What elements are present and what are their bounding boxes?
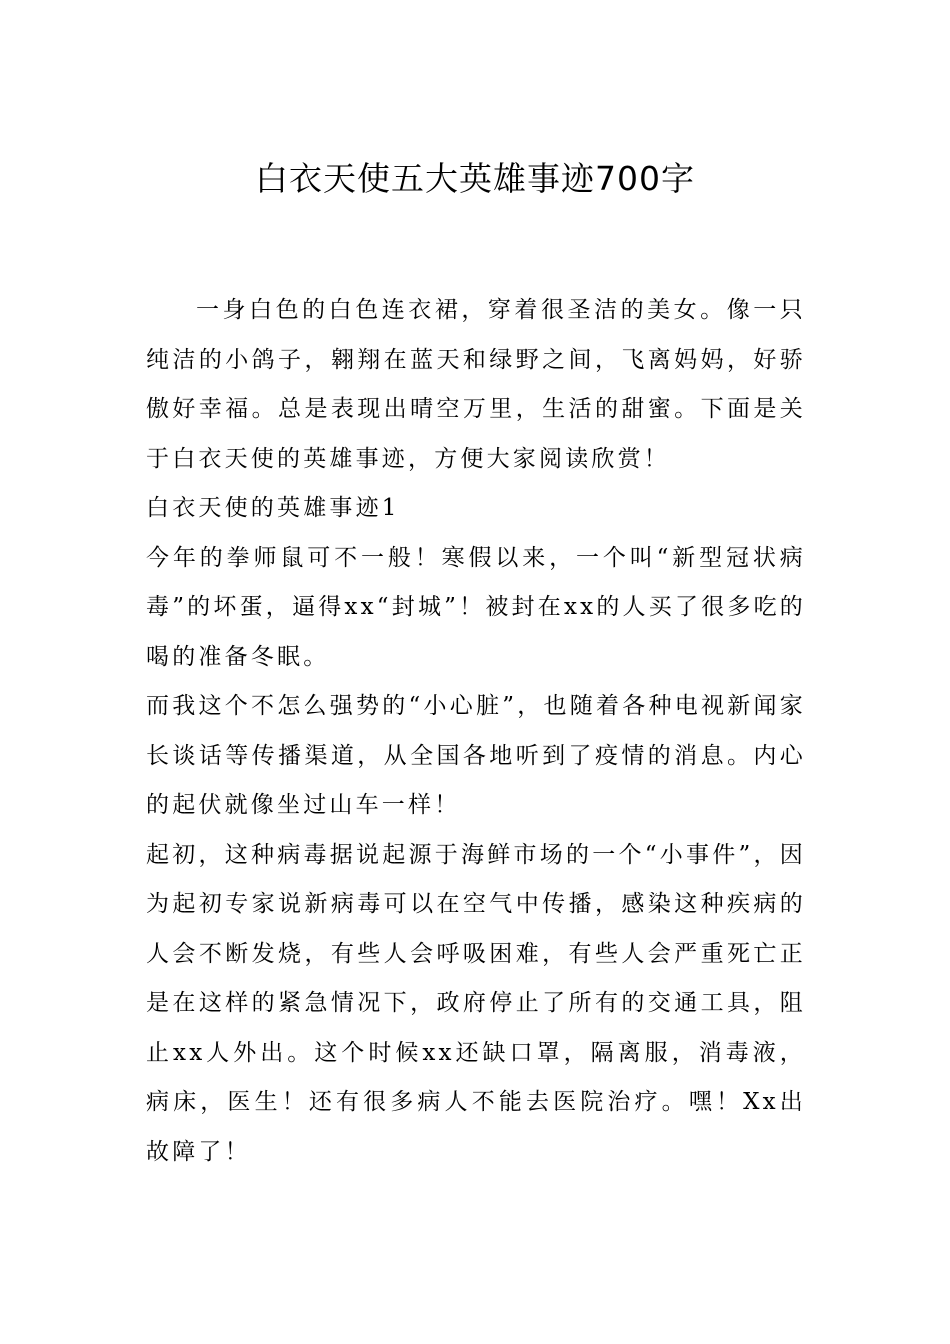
body-paragraph: 而我这个不怎么强势的“小心脏”，也随着各种电视新闻家长谈话等传播渠道，从全国各地听到了疫情的消息。内心的起伏就像坐过山车一样！ (146, 693, 806, 818)
document-body (146, 286, 806, 1177)
intro-paragraph: 一身白色的白色连衣裙，穿着很圣洁的美女。像一只纯洁的小鸽子，翱翔在蓝天和绿野之间，飞离妈妈，好骄傲好幸福。总是表现出晴空万里，生活的甜蜜。下面是关于白衣天使的英雄事迹，方便大家阅读欣赏！ (146, 297, 806, 472)
body-paragraph: 起初，这种病毒据说起源于海鲜市场的一个“小事件”，因为起初专家说新病毒可以在空气中传播，感染这种疾病的人会不断发烧，有些人会呼吸困难，有些人会严重死亡正是在这样的紧急情况下，政府停止了所有的交通工具，阻止xx人外出。这个时候xx还缺口罩，隔离服，消毒液，病床，医生！还有很多病人不能去医院治疗。嘿！Xx出故障了！ (146, 841, 806, 1165)
section-heading: 白衣天使的英雄事迹1 (146, 495, 400, 521)
document-title: 白衣天使五大英雄事迹700字 (255, 159, 695, 198)
body-paragraph: 今年的拳师鼠可不一般！寒假以来，一个叫“新型冠状病毒”的坏蛋，逼得xx“封城”！被封在xx的人买了很多吃的喝的准备冬眠。 (146, 544, 806, 670)
